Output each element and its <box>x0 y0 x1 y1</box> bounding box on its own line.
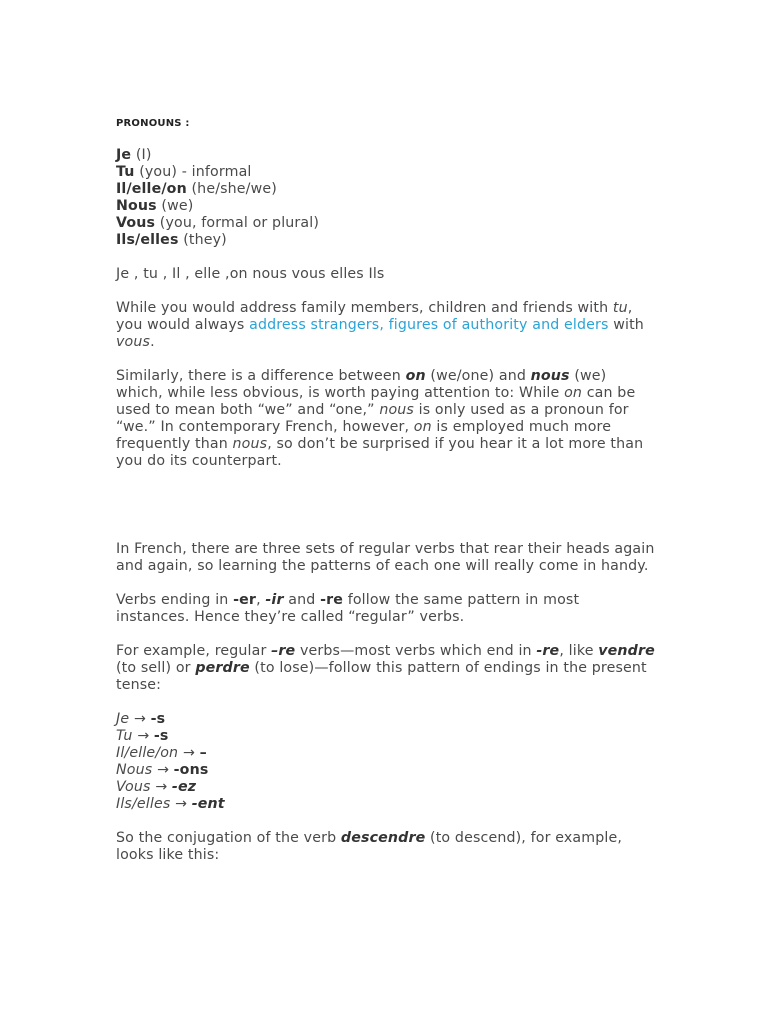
pronoun-meaning: (I) <box>131 147 152 163</box>
document-page <box>116 117 656 864</box>
pronoun-meaning: (they) <box>178 232 227 248</box>
pronoun-meaning: (he/she/we) <box>186 181 277 197</box>
endings-list <box>116 711 656 813</box>
pronoun-list <box>116 147 656 249</box>
arrow-icon: → <box>152 762 174 778</box>
pronoun: Tu <box>116 164 135 180</box>
ending-subject: Il/elle/on <box>116 745 179 761</box>
ending-row <box>116 745 656 762</box>
arrow-icon: → <box>132 728 154 744</box>
ending-row <box>116 779 656 796</box>
arrow-icon: → <box>150 779 172 795</box>
pronoun: Ils/elles <box>116 232 179 248</box>
ending-suffix: -ez <box>171 779 197 795</box>
ending-subject: Tu <box>116 728 133 744</box>
pronoun-row <box>116 198 656 215</box>
paragraph-conjugation: So the conjugation of the verb descendre (to descend), for example, looks like this: <box>116 830 623 863</box>
paragraph-re-example: For example, regular –re verbs—most verbs which end in -re, like vendre (to sell) or perdre (to lose)—follow this pattern of endings in the present tense: <box>116 643 655 693</box>
pronoun-meaning: (you) - informal <box>134 164 252 180</box>
ending-suffix: -s <box>153 728 169 744</box>
ending-row <box>116 762 656 779</box>
pronoun-summary: Je , tu , Il , elle ,on nous vous elles Ils <box>116 266 385 282</box>
paragraph-verb-sets: In French, there are three sets of regular verbs that rear their heads again and again, so learning the patterns of each one will really come in handy. <box>116 541 655 574</box>
ending-subject: Nous <box>116 762 153 778</box>
arrow-icon: → <box>129 711 151 727</box>
paragraph-regular-verbs: Verbs ending in -er, -ir and -re follow the same pattern in most instances. Hence they’re called “regular” verbs. <box>116 592 580 625</box>
pronoun: Nous <box>116 198 157 214</box>
pronoun-row <box>116 232 656 249</box>
paragraph-on-nous: Similarly, there is a difference between on (we/one) and nous (we) which, while less obvious, is worth paying attention to: While on can be used to mean both “we” and “one,” nous is only used as a pronoun for “we.” In contemporary French, however, on is employed much more frequently than nous, so don’t be surprised if you hear it a lot more than you do its counterpart. <box>116 368 644 469</box>
ending-suffix: -ons <box>173 762 209 778</box>
ending-subject: Je <box>116 711 130 727</box>
pronoun-row <box>116 181 656 198</box>
section-heading: PRONOUNS : <box>116 118 190 129</box>
pronoun-meaning: (you, formal or plural) <box>155 215 320 231</box>
paragraph-address: While you would address family members, children and friends with tu, you would always address strangers, figures of authority and elders with vous. <box>116 300 644 350</box>
pronoun: Je <box>116 147 132 163</box>
pronoun-meaning: (we) <box>156 198 194 214</box>
ending-subject: Ils/elles <box>116 796 171 812</box>
ending-subject: Vous <box>116 779 151 795</box>
ending-suffix: -ent <box>191 796 225 812</box>
pronoun-row <box>116 215 656 232</box>
pronoun-row <box>116 147 656 164</box>
arrow-icon: → <box>178 745 200 761</box>
ending-suffix: – <box>199 745 207 761</box>
arrow-icon: → <box>170 796 192 812</box>
pronoun: Vous <box>116 215 156 231</box>
pronoun: Il/elle/on <box>116 181 187 197</box>
pronoun-row <box>116 164 656 181</box>
ending-row <box>116 728 656 745</box>
ending-row <box>116 796 656 813</box>
ending-suffix: -s <box>150 711 166 727</box>
ending-row <box>116 711 656 728</box>
address-link[interactable]: address strangers, figures of authority and elders <box>249 317 609 333</box>
